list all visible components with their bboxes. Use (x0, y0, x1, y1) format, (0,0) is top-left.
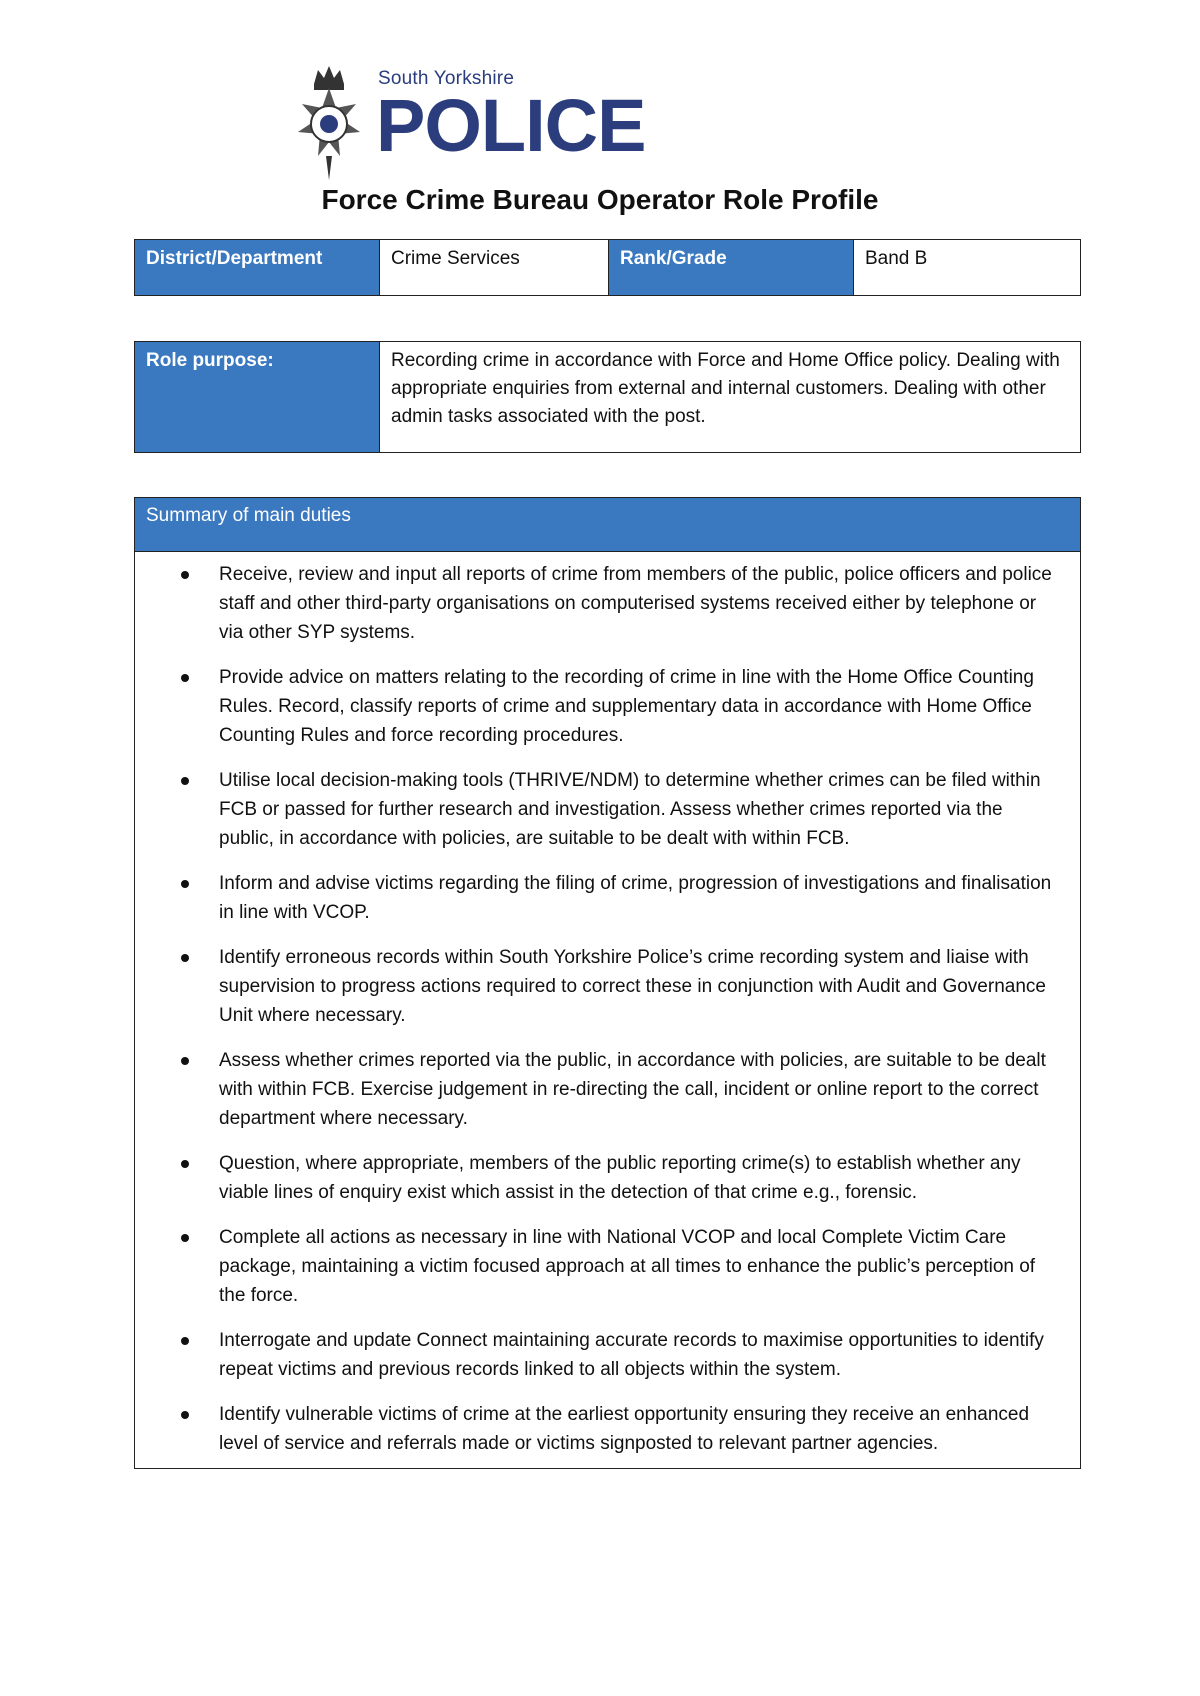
duty-text: Interrogate and update Connect maintaining accurate records to maximise opportunities to identify repeat victims and previous records linked to all objects within the system. (219, 1330, 1044, 1380)
bullet-icon (181, 1337, 189, 1345)
role-table (134, 341, 1081, 453)
bullet-icon (181, 880, 189, 888)
bullet-icon (181, 777, 189, 785)
duty-item (219, 1149, 1056, 1207)
duty-text: Assess whether crimes reported via the public, in accordance with policies, are suitable to be dealt with within FCB. Exercise judgement in re-directing the call, incident or online report to the correct department where necessary. (219, 1050, 1046, 1129)
rank-value: Band B (854, 240, 1081, 296)
police-badge-icon (290, 64, 368, 182)
duty-text: Identify erroneous records within South Yorkshire Police’s crime recording system and liaise with supervision to progress actions required to correct these in conjunction with Audit and Governance Unit where necessary. (219, 947, 1046, 1026)
bullet-icon (181, 674, 189, 682)
bullet-icon (181, 1160, 189, 1168)
role-text: Recording crime in accordance with Force and Home Office policy. Dealing with appropriate enquiries from external and internal customers. Dealing with other admin tasks associated with the post. (380, 342, 1081, 453)
duty-item (219, 1326, 1056, 1384)
bullet-icon (181, 954, 189, 962)
bullet-icon (181, 571, 189, 579)
rank-label: Rank/Grade (609, 240, 854, 296)
duty-text: Provide advice on matters relating to the recording of crime in line with the Home Office Counting Rules. Record, classify reports of crime and supplementary data in accordance with Home Office Counting Rules and force recording procedures. (219, 667, 1034, 746)
duty-text: Identify vulnerable victims of crime at the earliest opportunity ensuring they receive an enhanced level of service and referrals made or victims signposted to relevant partner agencies. (219, 1404, 1030, 1454)
bullet-icon (181, 1411, 189, 1419)
duty-item (219, 1400, 1056, 1458)
duty-text: Utilise local decision-making tools (THRIVE/NDM) to determine whether crimes can be filed within FCB or passed for further research and investigation. Assess whether crimes reported via the public, in accordance with policies, are suitable to be dealt with within FCB. (219, 770, 1041, 849)
police-logo (290, 64, 646, 184)
role-label: Role purpose: (135, 342, 380, 453)
duties-list (135, 552, 1080, 1468)
bullet-icon (181, 1057, 189, 1065)
page-title: Force Crime Bureau Operator Role Profile (321, 184, 879, 215)
duties-cell (135, 552, 1081, 1469)
duty-text: Question, where appropriate, members of the public reporting crime(s) to establish whether any viable lines of enquiry exist which assist in the detection of that crime e.g., forensic. (219, 1153, 1021, 1203)
duty-item (219, 766, 1056, 853)
duty-item (219, 663, 1056, 750)
duty-item (219, 1046, 1056, 1133)
bullet-icon (181, 1234, 189, 1242)
summary-heading: Summary of main duties (135, 498, 1081, 552)
duty-item (219, 943, 1056, 1030)
logo-line-1: South Yorkshire (378, 68, 515, 89)
duty-item (219, 1223, 1056, 1310)
duty-text: Complete all actions as necessary in line with National VCOP and local Complete Victim Care package, maintaining a victim focused approach at all times to enhance the public’s perception of the force. (219, 1227, 1036, 1306)
duty-item (219, 560, 1056, 647)
logo-line-2: POLICE (376, 84, 646, 167)
duty-text: Inform and advise victims regarding the filing of crime, progression of investigations and finalisation in line with VCOP. (219, 873, 1052, 923)
district-label: District/Department (135, 240, 380, 296)
duty-item (219, 869, 1056, 927)
duty-text: Receive, review and input all reports of crime from members of the public, police officers and police staff and other third-party organisations on computerised systems received either by telephone or via other SYP systems. (219, 564, 1052, 643)
district-value: Crime Services (380, 240, 609, 296)
summary-table (134, 497, 1081, 1469)
info-table (134, 239, 1081, 296)
